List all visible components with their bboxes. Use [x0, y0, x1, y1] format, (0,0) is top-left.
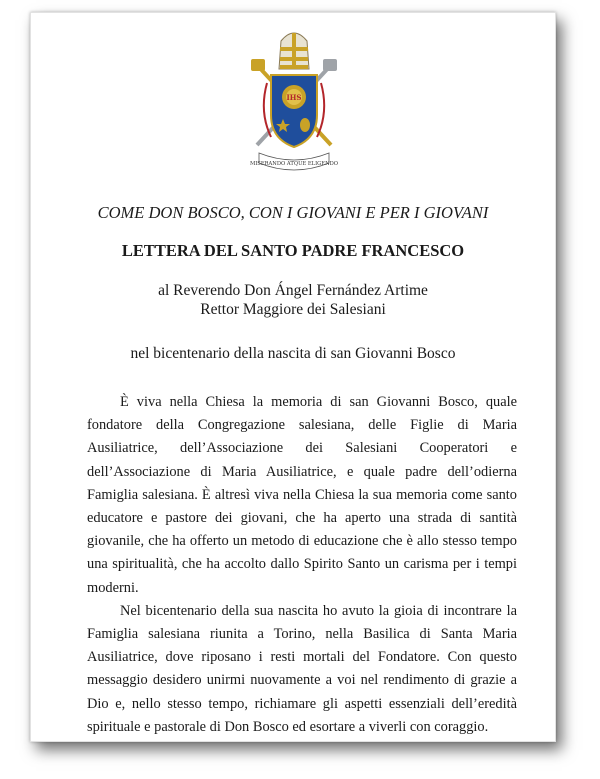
- letter-subtitle: LETTERA DEL SANTO PADRE FRANCESCO: [121, 241, 465, 260]
- letter-page: [30, 12, 556, 742]
- body-paragraph: È viva nella Chiesa la memoria di san Giovanni Bosco, quale fondatore della Congregazione salesiana, delle Figlie di Maria Ausiliatrice, dell’Associazione dei Salesiani Cooperatori e dell’Associazione di Maria Ausiliatrice, e quale padre dell’odierna Famiglia salesiana. È altresì viva nella Chiesa la sua memoria come santo educatore e pastore dei giovani, che ha aperto una strada di santità giovanile, che ha offerto un metodo di educazione che è allo stesso tempo una spiritualità, che ha accolto dallo Spirito Santo un carisma per i tempi moderni.: [87, 394, 517, 596]
- papal-coat-of-arms-icon: [249, 27, 339, 177]
- motto-text: MISERANDO ATQUE ELIGENDO: [249, 161, 339, 167]
- occasion-line: nel bicentenario della nascita di san Giovanni Bosco: [130, 345, 456, 362]
- letter-title: COME DON BOSCO, CON I GIOVANI E PER I GIOVANI: [97, 203, 489, 222]
- body-paragraph: Nel bicentenario della sua nascita ho avuto la gioia di incontrare la Famiglia salesiana riunita a Torino, nella Basilica di Santa Maria Ausiliatrice, dove riposano i resti mortali del Fondatore. Con questo messaggio desidero unirmi nuovamente a voi nel rendimento di grazie a Dio e, nello stesso tempo, richiamare gli aspetti essenziali dell’eredità spirituale e pastorale di Don Bosco ed esortare a viverli con coraggio.: [87, 602, 517, 735]
- recipient-line: al Reverendo Don Ángel Fernández Artime: [158, 282, 428, 299]
- recipient-block: [31, 281, 555, 319]
- emblem-text: IHS: [286, 93, 302, 102]
- letter-body: [87, 391, 517, 739]
- recipient-line: Rettor Maggiore dei Salesiani: [200, 301, 386, 318]
